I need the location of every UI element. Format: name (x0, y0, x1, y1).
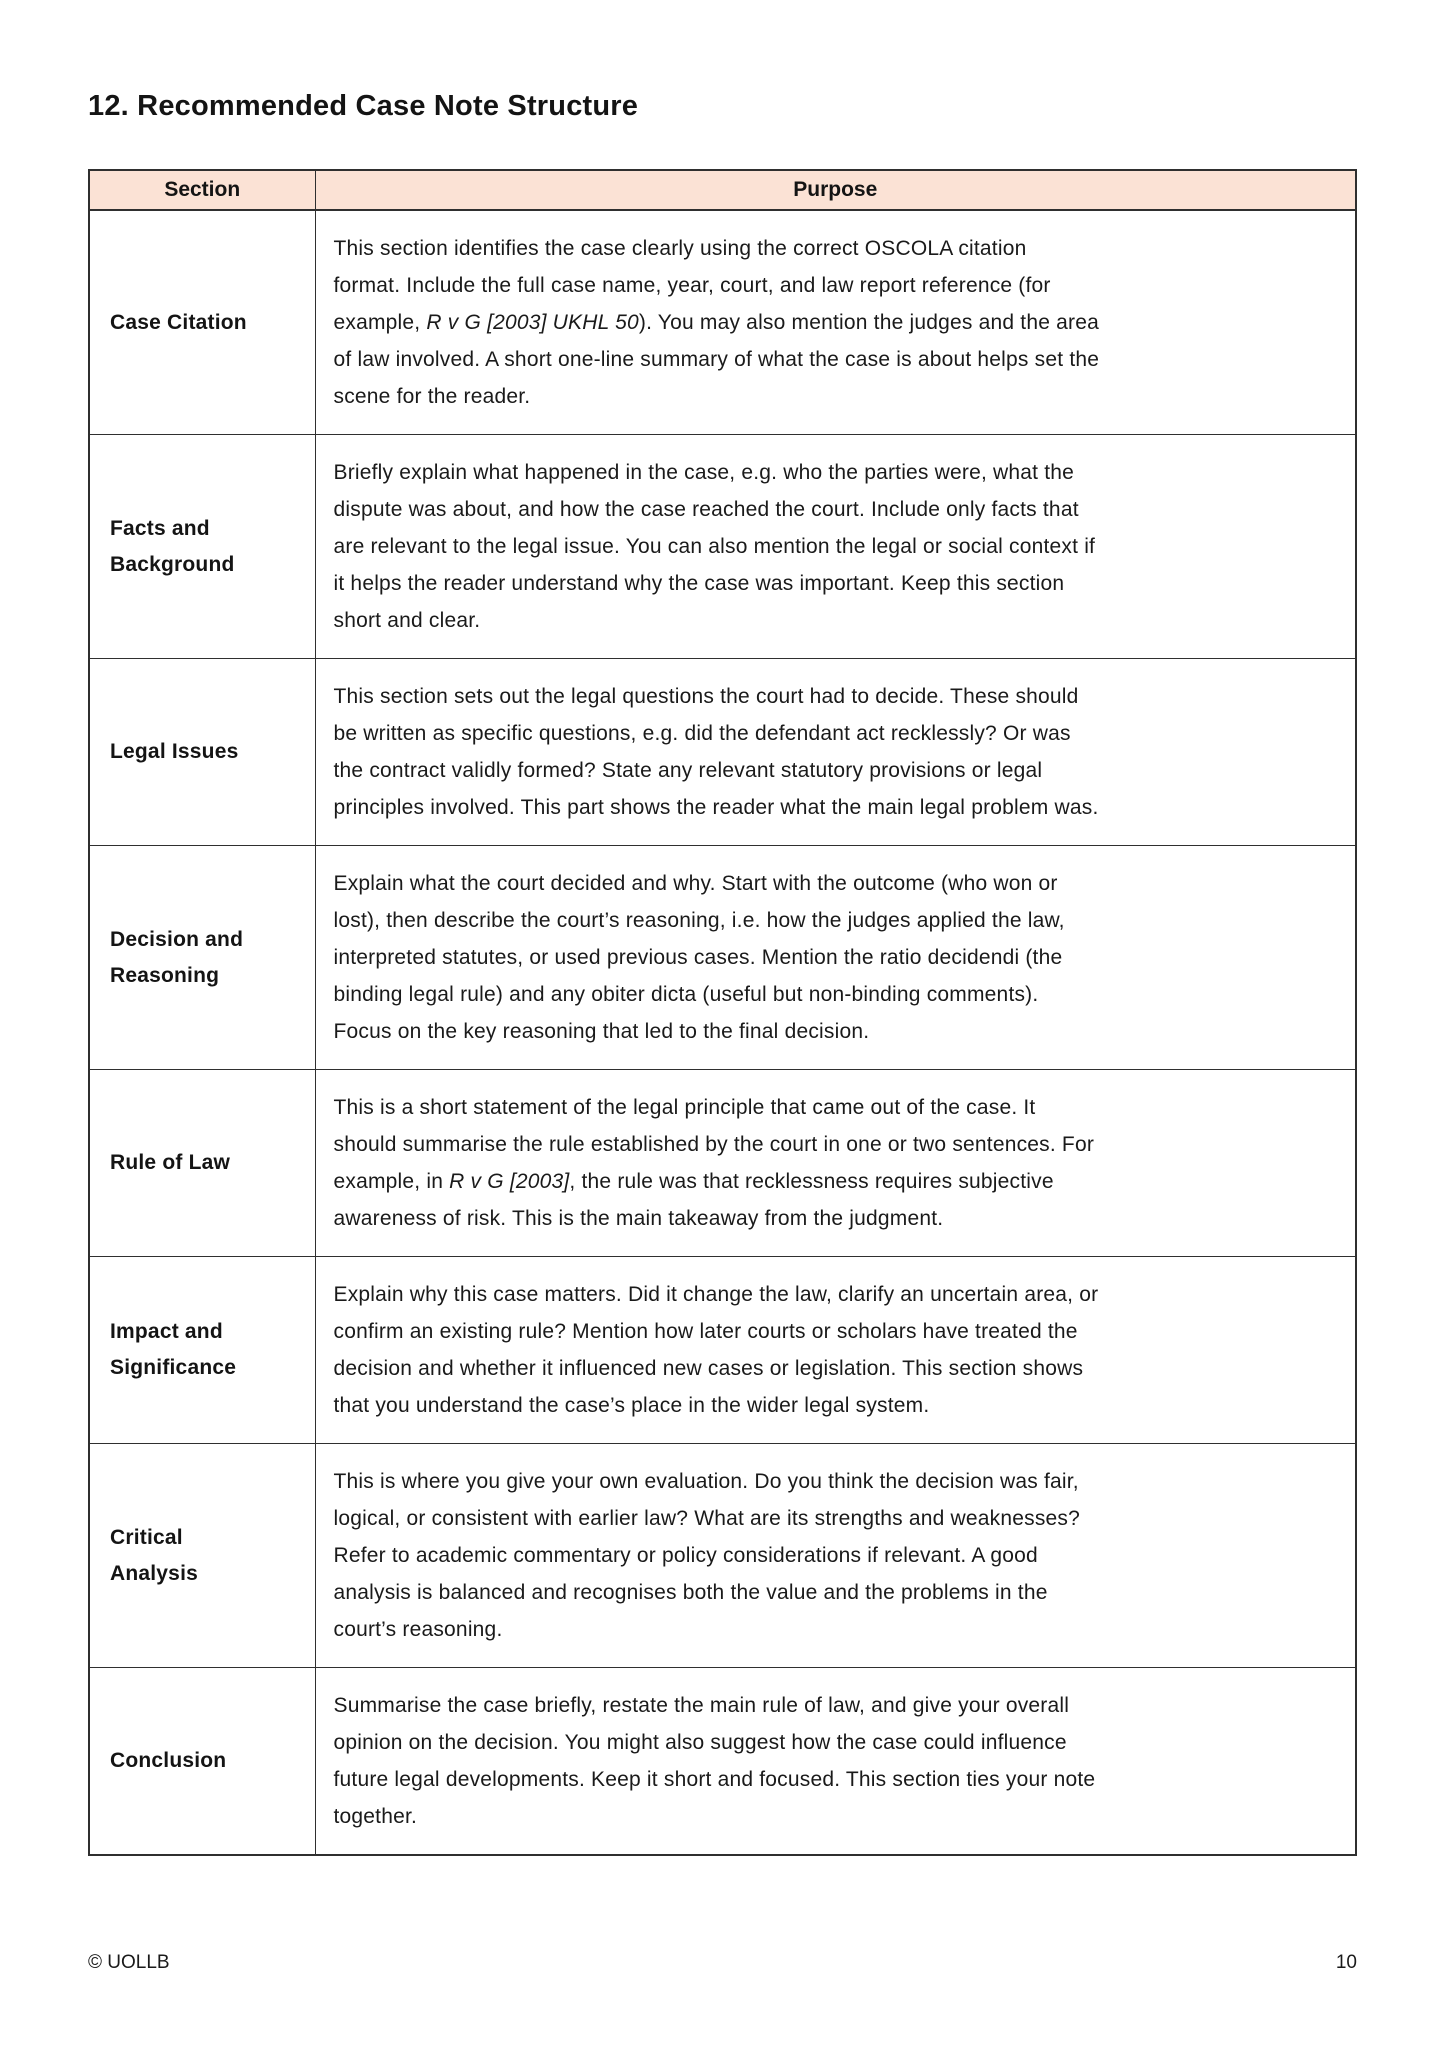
section-label-line: Critical (110, 1525, 183, 1549)
table-row (89, 659, 1356, 846)
purpose-text-line (334, 602, 1344, 639)
section-label-line: Decision and (110, 927, 244, 951)
purpose-text-line (334, 1761, 1344, 1798)
table-row (89, 846, 1356, 1070)
purpose-text-line (334, 267, 1344, 304)
purpose-text-run: binding legal rule) and any obiter dicta (useful but non-binding comments). (333, 983, 1039, 1006)
purpose-text-line (334, 789, 1344, 826)
column-header-purpose: Purpose (315, 170, 1356, 210)
page-number: 10 (1335, 1952, 1357, 1973)
purpose-text-line (334, 1611, 1344, 1648)
column-header-section: Section (89, 170, 315, 210)
purpose-text-line (334, 1574, 1344, 1611)
section-label-line: Legal Issues (110, 740, 239, 763)
purpose-text-run: awareness of risk. This is the main takeaway from the judgment. (333, 1207, 944, 1230)
purpose-text-line (334, 565, 1344, 602)
section-label-line: Impact and (110, 1320, 223, 1343)
purpose-text-run: Refer to academic commentary or policy considerations if relevant. A good (333, 1544, 1038, 1567)
purpose-text-line (334, 528, 1344, 565)
purpose-text-run: ). You may also mention the judges and the area (638, 311, 1099, 334)
table-header-row (89, 170, 1356, 210)
page-title: 12. Recommended Case Note Structure (88, 90, 639, 122)
table-row (89, 1070, 1356, 1257)
purpose-cell (315, 659, 1356, 846)
purpose-text-line (334, 454, 1344, 491)
purpose-text-line (334, 976, 1344, 1013)
purpose-text-line (334, 1163, 1344, 1200)
purpose-cell (315, 1070, 1356, 1257)
purpose-text-run: principles involved. This part shows the reader what the main legal problem was. (333, 796, 1099, 819)
purpose-text-line (334, 1387, 1344, 1424)
purpose-text-run: decision and whether it influenced new cases or legislation. This section shows (333, 1357, 1084, 1380)
purpose-text-run: future legal developments. Keep it short and focused. This section ties your note (333, 1768, 1096, 1791)
section-cell (89, 846, 315, 1070)
table-row (89, 210, 1356, 435)
purpose-text-line (334, 939, 1344, 976)
purpose-text-run: logical, or consistent with earlier law? What are its strengths and weaknesses? (333, 1507, 1080, 1530)
purpose-text-run: the contract validly formed? State any relevant statutory provisions or legal (333, 759, 1043, 782)
purpose-text-run: of law involved. A short one-line summary of what the case is about helps set the (333, 348, 1100, 371)
section-cell (89, 1444, 315, 1668)
purpose-text-run: lost), then describe the court’s reasoning, i.e. how the judges applied the law, (333, 909, 1065, 932)
table-body (89, 210, 1356, 1855)
purpose-cell (315, 1257, 1356, 1444)
section-cell (89, 659, 315, 846)
purpose-text-run: This section identifies the case clearly using the correct OSCOLA citation (333, 237, 1027, 260)
section-cell (89, 210, 315, 435)
section-label-line: Reasoning (110, 963, 220, 987)
purpose-text-run: Explain what the court decided and why. Start with the outcome (who won or (333, 872, 1058, 895)
purpose-text-line (334, 1350, 1344, 1387)
purpose-text-run: opinion on the decision. You might also suggest how the case could influence (333, 1731, 1067, 1754)
purpose-text-run: This is a short statement of the legal principle that came out of the case. It (333, 1096, 1036, 1119)
copyright-text: © UOLLB (88, 1952, 170, 1973)
purpose-text-run: are relevant to the legal issue. You can also mention the legal or social context if (333, 535, 1096, 558)
table-row (89, 1257, 1356, 1444)
section-label-line: Analysis (110, 1561, 198, 1585)
case-note-structure-table (88, 169, 1357, 1856)
purpose-text-run: analysis is balanced and recognises both the value and the problems in the (333, 1581, 1048, 1604)
section-cell (89, 1257, 315, 1444)
purpose-text-run: This is where you give your own evaluation. Do you think the decision was fair, (333, 1470, 1079, 1493)
purpose-text-line (334, 715, 1344, 752)
purpose-cell (315, 1668, 1356, 1856)
purpose-text-run: Explain why this case matters. Did it change the law, clarify an uncertain area, or (333, 1283, 1099, 1306)
purpose-text-run: Briefly explain what happened in the case, e.g. who the parties were, what the (333, 461, 1075, 484)
purpose-text-line (334, 1687, 1344, 1724)
purpose-text-line (334, 230, 1344, 267)
section-label-line: Rule of Law (110, 1151, 231, 1174)
purpose-text-line (334, 865, 1344, 902)
section-label-line: Case Citation (110, 310, 247, 334)
table-row (89, 1668, 1356, 1856)
purpose-text-run: be written as specific questions, e.g. did the defendant act recklessly? Or was (333, 722, 1071, 745)
purpose-text-run: interpreted statutes, or used previous cases. Mention the ratio decidendi (the (333, 946, 1063, 969)
purpose-text-run: court’s reasoning. (333, 1618, 503, 1641)
table-row (89, 435, 1356, 659)
purpose-cell (315, 846, 1356, 1070)
purpose-text-run: Summarise the case briefly, restate the main rule of law, and give your overall (333, 1694, 1070, 1717)
purpose-text-run: short and clear. (333, 609, 481, 632)
section-cell (89, 1668, 315, 1856)
purpose-text-line (334, 1537, 1344, 1574)
purpose-text-run: , the rule was that recklessness requires subjective (569, 1170, 1054, 1193)
case-citation-italic: R v G [2003] (449, 1170, 570, 1193)
purpose-text-line (334, 341, 1344, 378)
section-label-line: Significance (110, 1356, 237, 1379)
purpose-text-line (334, 378, 1344, 415)
purpose-text-run: that you understand the case’s place in the wider legal system. (333, 1394, 930, 1417)
purpose-text-run: example, in (333, 1170, 450, 1193)
purpose-text-run: example, (333, 311, 427, 334)
section-label-line: Conclusion (110, 1749, 227, 1772)
purpose-cell (315, 435, 1356, 659)
section-label-line: Facts and (110, 516, 210, 540)
section-label-line: Background (110, 552, 235, 576)
purpose-text-run: Focus on the key reasoning that led to the final decision. (333, 1020, 870, 1043)
purpose-text-line (334, 678, 1344, 715)
purpose-text-line (334, 304, 1344, 341)
purpose-text-run: This section sets out the legal questions the court had to decide. These should (333, 685, 1079, 708)
purpose-text-run: format. Include the full case name, year, court, and law report reference (for (333, 274, 1051, 297)
purpose-text-line (334, 1126, 1344, 1163)
purpose-cell (315, 210, 1356, 435)
purpose-text-run: should summarise the rule established by the court in one or two sentences. For (333, 1133, 1095, 1156)
table-row (89, 1444, 1356, 1668)
purpose-text-line (334, 491, 1344, 528)
purpose-text-run: scene for the reader. (333, 385, 531, 408)
purpose-text-line (334, 1724, 1344, 1761)
case-citation-italic: R v G [2003] UKHL 50 (426, 311, 639, 334)
purpose-text-run: together. (333, 1805, 418, 1828)
purpose-text-line (334, 752, 1344, 789)
purpose-text-run: dispute was about, and how the case reached the court. Include only facts that (333, 498, 1079, 521)
purpose-text-run: confirm an existing rule? Mention how later courts or scholars have treated the (333, 1320, 1078, 1343)
purpose-cell (315, 1444, 1356, 1668)
page-footer (88, 1952, 1357, 1974)
purpose-text-line (334, 1500, 1344, 1537)
purpose-text-line (334, 1013, 1344, 1050)
purpose-text-line (334, 1089, 1344, 1126)
purpose-text-line (334, 1313, 1344, 1350)
purpose-text-line (334, 1276, 1344, 1313)
purpose-text-run: it helps the reader understand why the case was important. Keep this section (333, 572, 1065, 595)
section-cell (89, 435, 315, 659)
purpose-text-line (334, 1798, 1344, 1835)
purpose-text-line (334, 902, 1344, 939)
purpose-text-line (334, 1463, 1344, 1500)
section-cell (89, 1070, 315, 1257)
purpose-text-line (334, 1200, 1344, 1237)
